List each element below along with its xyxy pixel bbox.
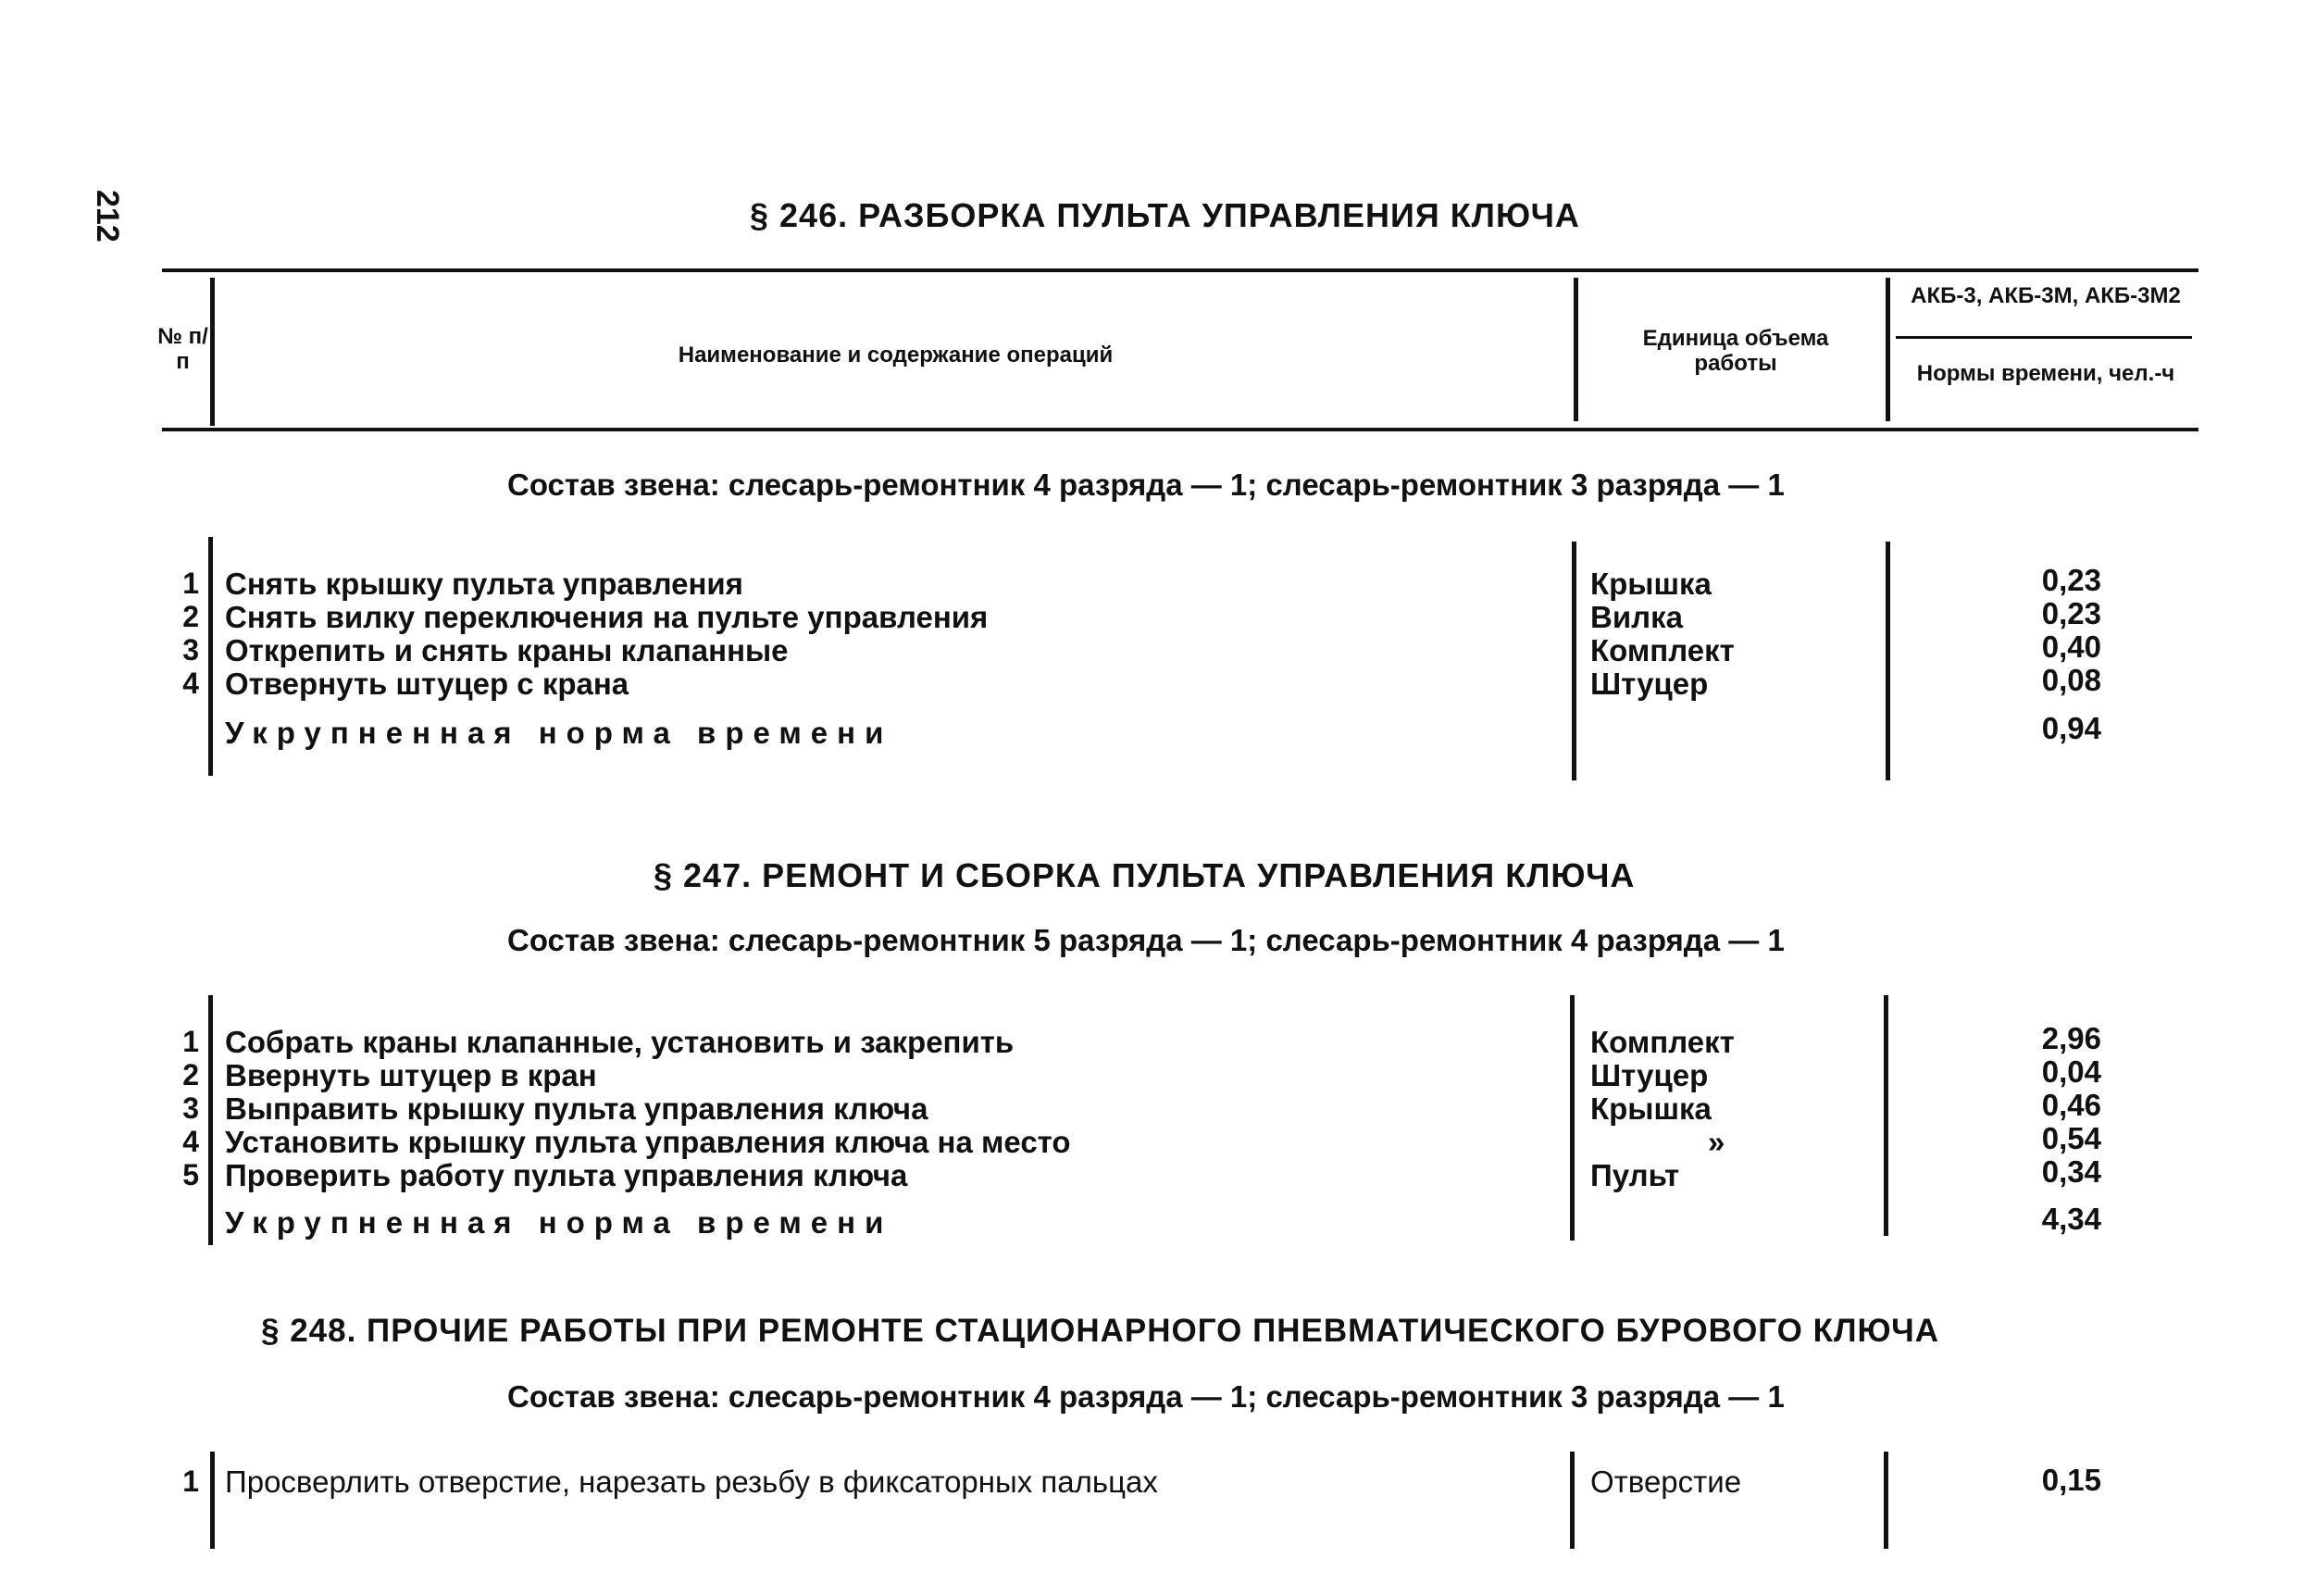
s247-divider-2: [1570, 995, 1575, 1241]
table-row-num: 4: [182, 667, 199, 700]
table-row-norm: 0,34: [2041, 1154, 2101, 1189]
table-row-unit: Штуцер: [1590, 1058, 1709, 1092]
table-row-operation: Снять крышку пульта управления: [225, 567, 743, 601]
section-248-title: § 248. ПРОЧИЕ РАБОТЫ ПРИ РЕМОНТЕ СТАЦИОНАРНОГО ПНЕВМАТИЧЕСКОГО БУРОВОГО КЛЮЧА: [261, 1313, 1940, 1349]
s246-divider-2: [1572, 542, 1576, 780]
table-row-num: 1: [182, 1465, 199, 1498]
table-row-norm: 0,23: [2041, 563, 2101, 597]
table-row-norm: 0,40: [2041, 630, 2101, 664]
summary-label: Укрупненная норма времени: [225, 716, 893, 750]
section-247-crew: Состав звена: слесарь-ремонтник 5 разряда — 1; слесарь-ремонтник 4 разряда — 1: [507, 923, 1785, 957]
header-divider-1: [210, 278, 215, 426]
table-row-unit: Крышка: [1590, 1091, 1712, 1126]
s246-divider-1: [208, 537, 213, 776]
table-row-norm: 0,15: [2041, 1463, 2101, 1497]
s247-divider-1: [208, 995, 213, 1245]
table-row-operation: Отвернуть штуцер с крана: [225, 667, 629, 701]
table-row-operation: Выправить крышку пульта управления ключа: [225, 1091, 928, 1126]
table-row-norm: 0,08: [2041, 663, 2101, 697]
table-row-unit: Вилка: [1590, 600, 1683, 634]
table-row-norm: 0,04: [2041, 1054, 2101, 1089]
summary-label: Укрупненная норма времени: [225, 1205, 893, 1240]
table-row-norm: 0,46: [2041, 1088, 2101, 1122]
page-number: 212: [90, 190, 125, 243]
summary-value: 0,94: [2041, 711, 2101, 745]
table-row-num: 3: [182, 1091, 199, 1125]
table-row-norm: 2,96: [2041, 1021, 2101, 1055]
table-row-unit: Крышка: [1590, 567, 1712, 601]
table-row-num: 5: [182, 1158, 199, 1191]
header-col-name: Наименование и содержание операций: [678, 343, 1114, 368]
s248-divider-3: [1884, 1452, 1888, 1549]
summary-value: 4,34: [2041, 1202, 2101, 1236]
table-row-unit: Комплект: [1590, 633, 1735, 667]
table-row-unit: »: [1708, 1125, 1725, 1159]
table-row-operation: Снять вилку переключения на пульте управления: [225, 600, 989, 634]
table-row-unit: Комплект: [1590, 1025, 1735, 1059]
header-divider-2: [1574, 278, 1578, 421]
table-row-num: 3: [182, 633, 199, 667]
s247-divider-3: [1884, 995, 1888, 1236]
header-col-unit: Единица объема работы: [1642, 326, 1829, 376]
header-bottom-rule: [162, 428, 2198, 431]
table-row-unit: Штуцер: [1590, 667, 1709, 701]
table-row-norm: 0,54: [2041, 1121, 2101, 1155]
table-row-operation: Установить крышку пульта управления ключа на место: [225, 1125, 1071, 1159]
table-row-operation: Открепить и снять краны клапанные: [225, 633, 789, 667]
section-246-title: § 246. РАЗБОРКА ПУЛЬТА УПРАВЛЕНИЯ КЛЮЧА: [750, 196, 1580, 234]
table-row-unit: Пульт: [1590, 1158, 1680, 1192]
header-top-rule: [162, 268, 2198, 272]
table-row-norm: 0,23: [2041, 596, 2101, 630]
s248-divider-1: [210, 1452, 215, 1549]
table-row-operation: Просверлить отверстие, нарезать резьбу в фиксаторных пальцах: [225, 1465, 1158, 1499]
section-248-crew: Состав звена: слесарь-ремонтник 4 разряда — 1; слесарь-ремонтник 3 разряда — 1: [507, 1379, 1785, 1414]
table-row-operation: Ввернуть штуцер в кран: [225, 1058, 597, 1092]
section-247-title: § 247. РЕМОНТ И СБОРКА ПУЛЬТА УПРАВЛЕНИЯ КЛЮЧА: [654, 856, 1636, 894]
table-row-num: 4: [182, 1125, 199, 1158]
s248-divider-2: [1570, 1452, 1575, 1549]
s246-divider-3: [1886, 542, 1890, 780]
section-246-crew: Состав звена: слесарь-ремонтник 4 разряда — 1; слесарь-ремонтник 3 разряда — 1: [507, 468, 1785, 502]
table-row-num: 1: [182, 1025, 199, 1058]
table-row-num: 2: [182, 600, 199, 633]
header-col-norms: Нормы времени, чел.-ч: [1916, 361, 2175, 386]
table-row-operation: Собрать краны клапанные, установить и закрепить: [225, 1025, 1015, 1059]
header-col-models: АКБ-3, АКБ-3М, АКБ-3М2: [1911, 283, 2181, 308]
table-row-operation: Проверить работу пульта управления ключа: [225, 1158, 908, 1192]
table-row-num: 2: [182, 1058, 199, 1091]
header-col-num: № п/п: [157, 324, 208, 374]
table-row-unit: Отверстие: [1590, 1465, 1742, 1499]
header-subrule: [1896, 336, 2192, 339]
header-divider-3: [1886, 278, 1890, 421]
table-row-num: 1: [182, 567, 199, 600]
